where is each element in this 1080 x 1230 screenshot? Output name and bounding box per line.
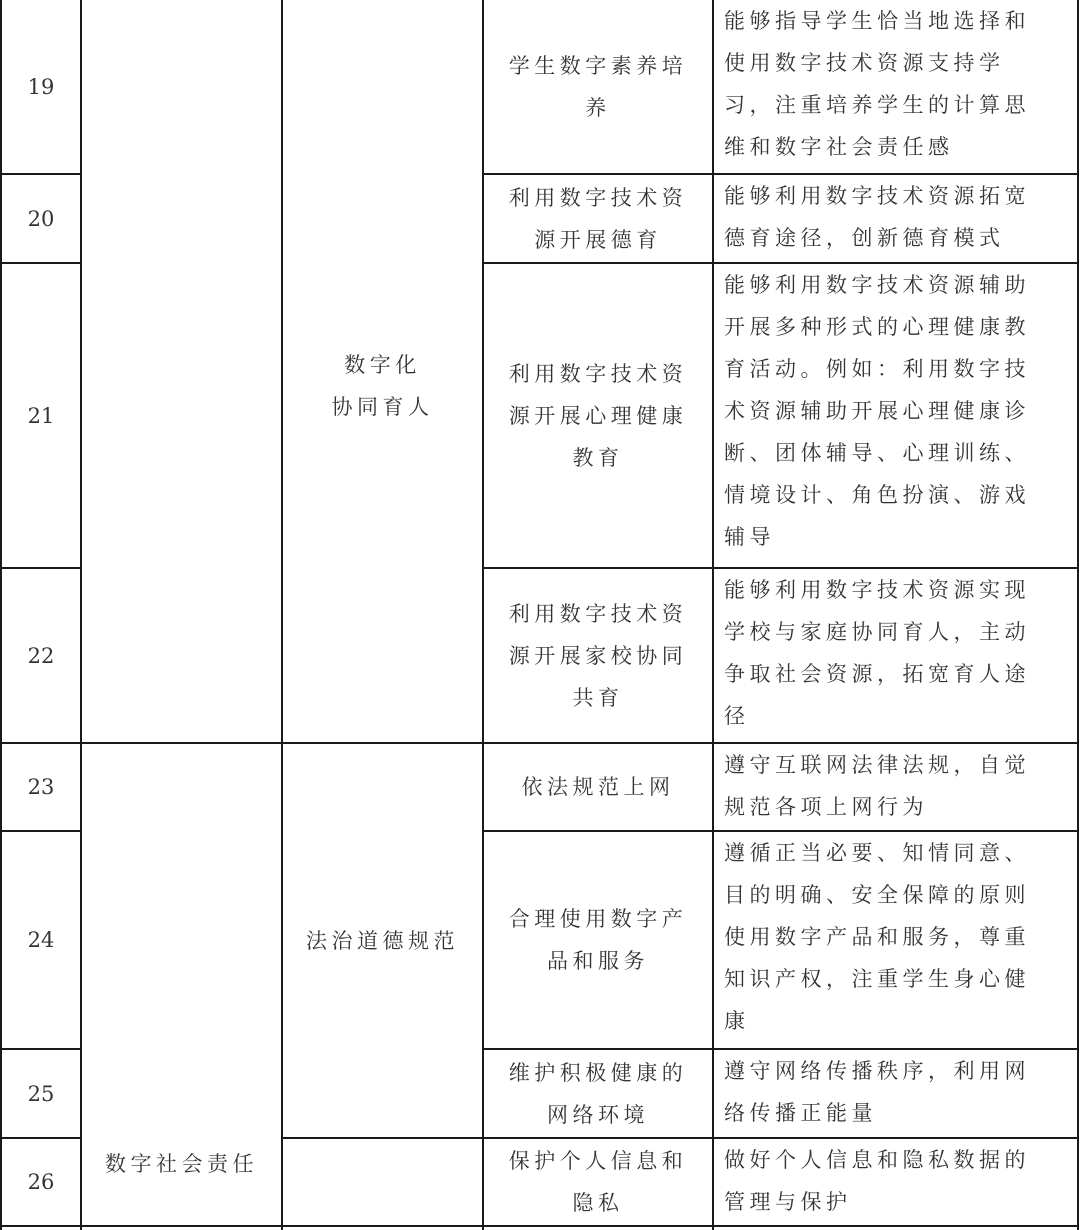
item-cell (484, 264, 712, 567)
item-line: 利用数字技术资 (508, 601, 688, 626)
description-cell (714, 832, 1077, 1048)
description-line: 能够利用数字技术资源拓宽 (724, 184, 1030, 208)
description-line: 争取社会资源，拓宽育人途 (724, 662, 1030, 686)
item-cell (484, 744, 712, 830)
description-line: 德育途径，创新德育模式 (724, 226, 1005, 250)
description-line: 规范各项上网行为 (724, 795, 928, 819)
primary-dimension-label: 数字社会责任 (105, 1152, 258, 1176)
item-line: 维护积极健康的 (508, 1060, 688, 1085)
item-line: 品和服务 (547, 949, 649, 973)
item-line: 源开展家校协同 (508, 643, 688, 668)
description-line: 做好个人信息和隐私数据的 (724, 1148, 1030, 1172)
item-line: 源开展心理健康 (508, 403, 688, 428)
row-number: 20 (27, 206, 55, 231)
item-cell (484, 1050, 712, 1137)
item-line: 养 (585, 95, 611, 120)
item-line: 利用数字技术资 (508, 185, 688, 210)
description-line: 能够指导学生恰当地选择和 (724, 9, 1030, 33)
grid-line (0, 1225, 1079, 1227)
description-line: 康 (724, 1009, 750, 1033)
description-line: 目的明确、安全保障的原则 (724, 883, 1030, 907)
item-line: 合理使用数字产 (508, 907, 688, 931)
description-line: 情境设计、角色扮演、游戏 (724, 483, 1030, 507)
description-line: 遵循正当必要、知情同意、 (724, 841, 1030, 865)
description-cell (714, 744, 1077, 830)
description-cell (714, 569, 1077, 742)
grid-line (80, 0, 82, 1230)
primary-dimension-cell (82, 1139, 281, 1189)
item-line: 教育 (572, 445, 624, 470)
description-cell (714, 1139, 1077, 1225)
row-number: 26 (27, 1170, 55, 1194)
description-line: 遵守网络传播秩序，利用网 (724, 1059, 1030, 1083)
description-line: 络传播正能量 (724, 1101, 877, 1125)
item-cell (484, 0, 712, 173)
description-line: 能够利用数字技术资源实现 (724, 578, 1030, 602)
row-number: 19 (27, 74, 55, 99)
row-number: 23 (27, 775, 55, 799)
item-line: 依法规范上网 (521, 775, 675, 799)
item-line: 网络环境 (547, 1102, 649, 1127)
description-line: 断、团体辅导、心理训练、 (724, 441, 1030, 465)
description-line: 使用数字产品和服务，尊重 (724, 925, 1030, 949)
item-cell (484, 569, 712, 742)
secondary-dimension-line: 法治道德规范 (306, 928, 459, 953)
description-line: 辅导 (724, 525, 775, 549)
secondary-dimension-cell (283, 744, 482, 1137)
description-line: 能够利用数字技术资源辅助 (724, 273, 1030, 297)
row-number: 25 (27, 1081, 55, 1106)
row-number: 24 (27, 928, 55, 952)
description-line: 维和数字社会责任感 (724, 135, 954, 159)
description-line: 使用数字技术资源支持学 (724, 51, 1005, 75)
item-cell (484, 175, 712, 262)
description-cell (714, 264, 1077, 567)
description-cell (714, 1050, 1077, 1137)
description-line: 育活动。例如：利用数字技 (724, 357, 1030, 381)
description-line: 学校与家庭协同育人，主动 (724, 620, 1030, 644)
description-line: 术资源辅助开展心理健康诊 (724, 399, 1030, 423)
item-line: 源开展德育 (534, 227, 662, 252)
description-cell (714, 0, 1077, 173)
item-line: 共育 (572, 685, 624, 710)
description-cell (714, 175, 1077, 262)
description-line: 遵守互联网法律法规，自觉 (724, 753, 1030, 777)
item-cell (484, 1139, 712, 1225)
grid-line (1077, 0, 1079, 1230)
row-number: 22 (27, 643, 55, 668)
secondary-dimension-line: 数字化 (344, 353, 421, 377)
item-line: 利用数字技术资 (508, 361, 688, 386)
description-line: 知识产权，注重学生身心健 (724, 967, 1030, 991)
item-line: 保护个人信息和 (508, 1149, 688, 1173)
description-line: 开展多种形式的心理健康教 (724, 315, 1030, 339)
item-line: 隐私 (572, 1191, 624, 1215)
secondary-dimension-line: 协同育人 (331, 395, 434, 419)
description-line: 径 (724, 704, 750, 728)
item-cell (484, 832, 712, 1048)
description-line: 习，注重培养学生的计算思 (724, 93, 1030, 117)
item-line: 学生数字素养培 (508, 53, 688, 78)
description-line: 管理与保护 (724, 1190, 852, 1214)
secondary-dimension-cell (283, 0, 482, 742)
row-number: 21 (27, 403, 55, 428)
